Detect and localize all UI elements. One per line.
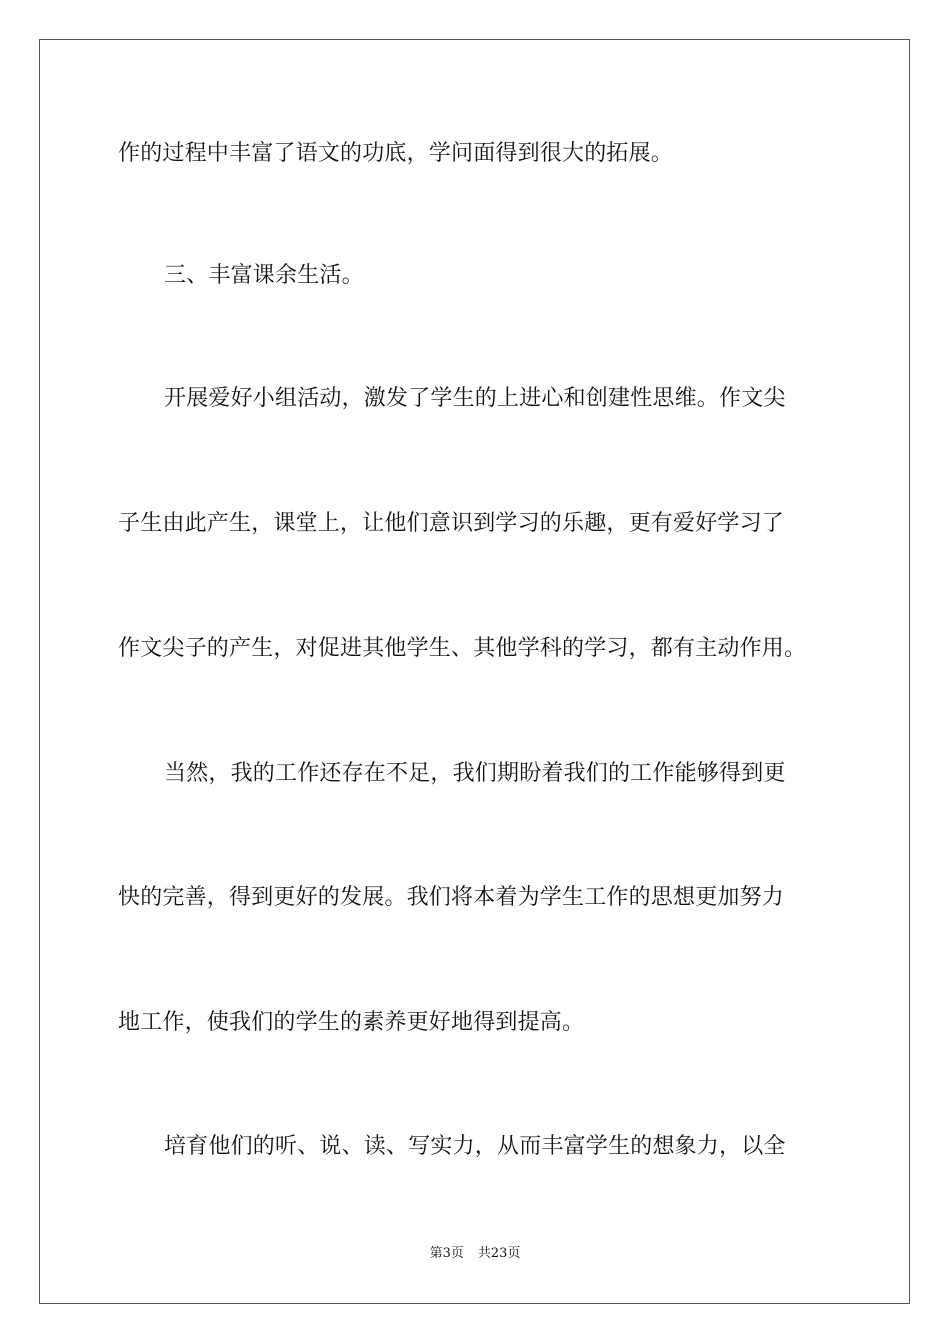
text-line-6: 当然，我的工作还存在不足，我们期盼着我们的工作能够得到更 xyxy=(164,761,786,786)
page-number: 第3页 xyxy=(429,1246,464,1261)
text-line-8: 地工作，使我们的学生的素养更好地得到提高。 xyxy=(118,1010,585,1035)
page-footer xyxy=(0,1245,950,1263)
text-line-1: 作的过程中丰富了语文的功底，学问面得到很大的拓展。 xyxy=(118,141,674,166)
section-heading: 三、丰富课余生活。 xyxy=(164,263,364,288)
text-line-3: 开展爱好小组活动，激发了学生的上进心和创建性思维。作文尖 xyxy=(164,386,786,411)
text-line-7: 快的完善，得到更好的发展。我们将本着为学生工作的思想更加努力 xyxy=(118,885,785,910)
page-border xyxy=(39,39,910,1304)
text-line-4: 子生由此产生，课堂上，让他们意识到学习的乐趣，更有爱好学习了 xyxy=(118,511,785,536)
text-line-5: 作文尖子的产生，对促进其他学生、其他学科的学习，都有主动作用。 xyxy=(118,636,807,661)
text-line-9: 培育他们的听、说、读、写实力，从而丰富学生的想象力，以全 xyxy=(164,1134,786,1159)
page-total: 共23页 xyxy=(477,1246,521,1261)
